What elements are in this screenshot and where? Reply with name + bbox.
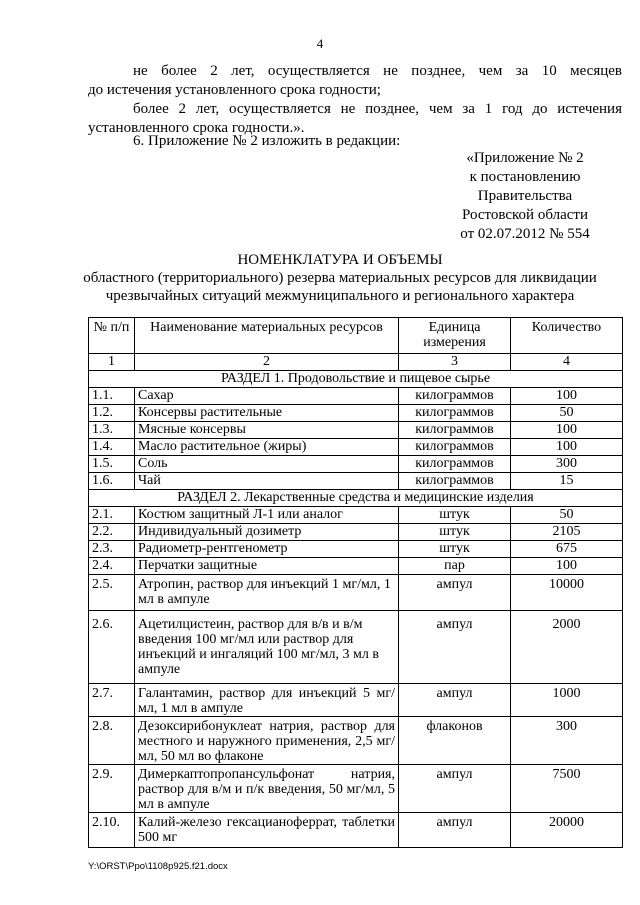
section-row [89,490,623,507]
file-path-footer: Y:\ORST\Ppo\1108p925.f21.docx [88,861,228,872]
appendix-reference [430,149,620,244]
cell-num: 2.7. [89,684,135,717]
header-name: Наименование материальных ресурсов [135,318,399,354]
cell-num: 2.8. [89,717,135,765]
cell-qty: 100 [511,388,623,405]
cell-qty: 10000 [511,575,623,611]
cell-name: Радиометр-рентгенометр [135,541,399,558]
cell-unit: килограммов [399,388,511,405]
cell-name: Костюм защитный Л-1 или аналог [135,507,399,524]
cell-qty: 1000 [511,684,623,717]
cell-num: 2.5. [89,575,135,611]
table-header-row [89,318,623,354]
cell-unit: килограммов [399,439,511,456]
page-number: 4 [316,36,324,51]
paragraph-2-line-2: установленного срока годности.». [88,120,305,136]
cell-num: 1.6. [89,473,135,490]
cell-unit: ампул [399,611,511,684]
cell-unit: штук [399,541,511,558]
cell-unit: ампул [399,765,511,813]
table-row [89,575,623,611]
paragraph-1-line-2: до истечения установленного срока годности; [88,82,381,98]
appendix-line-3: Правительства [477,188,573,204]
cell-num: 1.1. [89,388,135,405]
cell-qty: 2000 [511,611,623,684]
cell-qty: 20000 [511,813,623,848]
cell-qty: 50 [511,507,623,524]
cell-num: 2.4. [89,558,135,575]
cell-num: 1.4. [89,439,135,456]
cell-unit: штук [399,507,511,524]
table-row [89,717,623,765]
appendix-line-1: «Приложение № 2 [466,150,584,166]
cell-unit: килограммов [399,456,511,473]
cell-qty: 100 [511,422,623,439]
cell-unit: пар [399,558,511,575]
cell-num: 1.3. [89,422,135,439]
cell-unit: килограммов [399,473,511,490]
cell-unit: штук [399,524,511,541]
cell-name: Димеркаптопропансульфонат натрия, раствор для в/м и п/к введения, 50 мг/мл, 5 мл в ампуле [135,765,399,813]
appendix-line-2: к постановлению [469,169,581,185]
table-row [89,388,623,405]
cell-unit: флаконов [399,717,511,765]
paragraph-2-line-1: более 2 лет, осуществляется не позднее, чем за 1 год до истечения [133,101,622,117]
title-line-3: чрезвычайных ситуаций межмуниципального и регионального характера [105,288,575,304]
cell-qty: 15 [511,473,623,490]
cell-qty: 300 [511,456,623,473]
cell-name: Перчатки защитные [135,558,399,575]
appendix-line-4: Ростовской области [462,207,588,223]
cell-name: Консервы растительные [135,405,399,422]
column-number: 1 [89,354,135,371]
cell-unit: килограммов [399,405,511,422]
section-2-title: РАЗДЕЛ 2. Лекарственные средства и медицинские изделия [89,490,623,507]
table-row [89,765,623,813]
cell-name: Масло растительное (жиры) [135,439,399,456]
cell-unit: ампул [399,684,511,717]
cell-num: 1.5. [89,456,135,473]
section-row [89,371,623,388]
table-row [89,813,623,848]
table-row [89,541,623,558]
cell-qty: 2105 [511,524,623,541]
cell-num: 1.2. [89,405,135,422]
resources-table [88,317,623,848]
table-row [89,473,623,490]
cell-qty: 300 [511,717,623,765]
table-row [89,439,623,456]
cell-name: Калий-железо гексацианоферрат, таблетки 500 мг [135,813,399,848]
cell-unit: килограммов [399,422,511,439]
title-line-1: НОМЕНКЛАТУРА И ОБЪЕМЫ [237,252,443,268]
cell-qty: 100 [511,558,623,575]
appendix-line-5: от 02.07.2012 № 554 [460,226,590,242]
cell-name: Индивидуальный дозиметр [135,524,399,541]
table-row [89,507,623,524]
cell-name: Ацетилцистеин, раствор для в/в и в/м введения 100 мг/мл или раствор для инъекций и ингаляций 100 мг/мл, 3 мл в ампуле [135,611,399,684]
cell-unit: ампул [399,813,511,848]
cell-qty: 675 [511,541,623,558]
header-num: № п/п [89,318,135,354]
column-number: 3 [399,354,511,371]
title-line-2: областного (территориального) резерва материальных ресурсов для ликвидации [83,270,597,286]
paragraph-3: 6. Приложение № 2 изложить в редакции: [133,133,401,149]
cell-qty: 50 [511,405,623,422]
section-1-title: РАЗДЕЛ 1. Продовольствие и пищевое сырье [89,371,623,388]
cell-qty: 7500 [511,765,623,813]
cell-name: Сахар [135,388,399,405]
column-number-row [89,354,623,371]
header-unit: Единица измерения [399,318,511,354]
column-number: 2 [135,354,399,371]
table-row [89,684,623,717]
cell-num: 2.2. [89,524,135,541]
cell-name: Атропин, раствор для инъекций 1 мг/мл, 1 мл в ампуле [135,575,399,611]
cell-name: Мясные консервы [135,422,399,439]
cell-name: Дезоксирибонуклеат натрия, раствор для местного и наружного применения, 2,5 мг/мл, 50 мл во флаконе [135,717,399,765]
cell-name: Галантамин, раствор для инъекций 5 мг/мл, 1 мл в ампуле [135,684,399,717]
cell-num: 2.10. [89,813,135,848]
cell-num: 2.9. [89,765,135,813]
table-row [89,405,623,422]
cell-num: 2.1. [89,507,135,524]
cell-unit: ампул [399,575,511,611]
column-number: 4 [511,354,623,371]
cell-name: Соль [135,456,399,473]
table-row [89,422,623,439]
table-row [89,456,623,473]
table-row [89,558,623,575]
cell-name: Чай [135,473,399,490]
cell-num: 2.3. [89,541,135,558]
cell-qty: 100 [511,439,623,456]
cell-num: 2.6. [89,611,135,684]
table-row [89,524,623,541]
header-qty: Количество [511,318,623,354]
paragraph-1-line-1: не более 2 лет, осуществляется не позднее, чем за 10 месяцев [133,63,622,79]
table-row [89,611,623,684]
